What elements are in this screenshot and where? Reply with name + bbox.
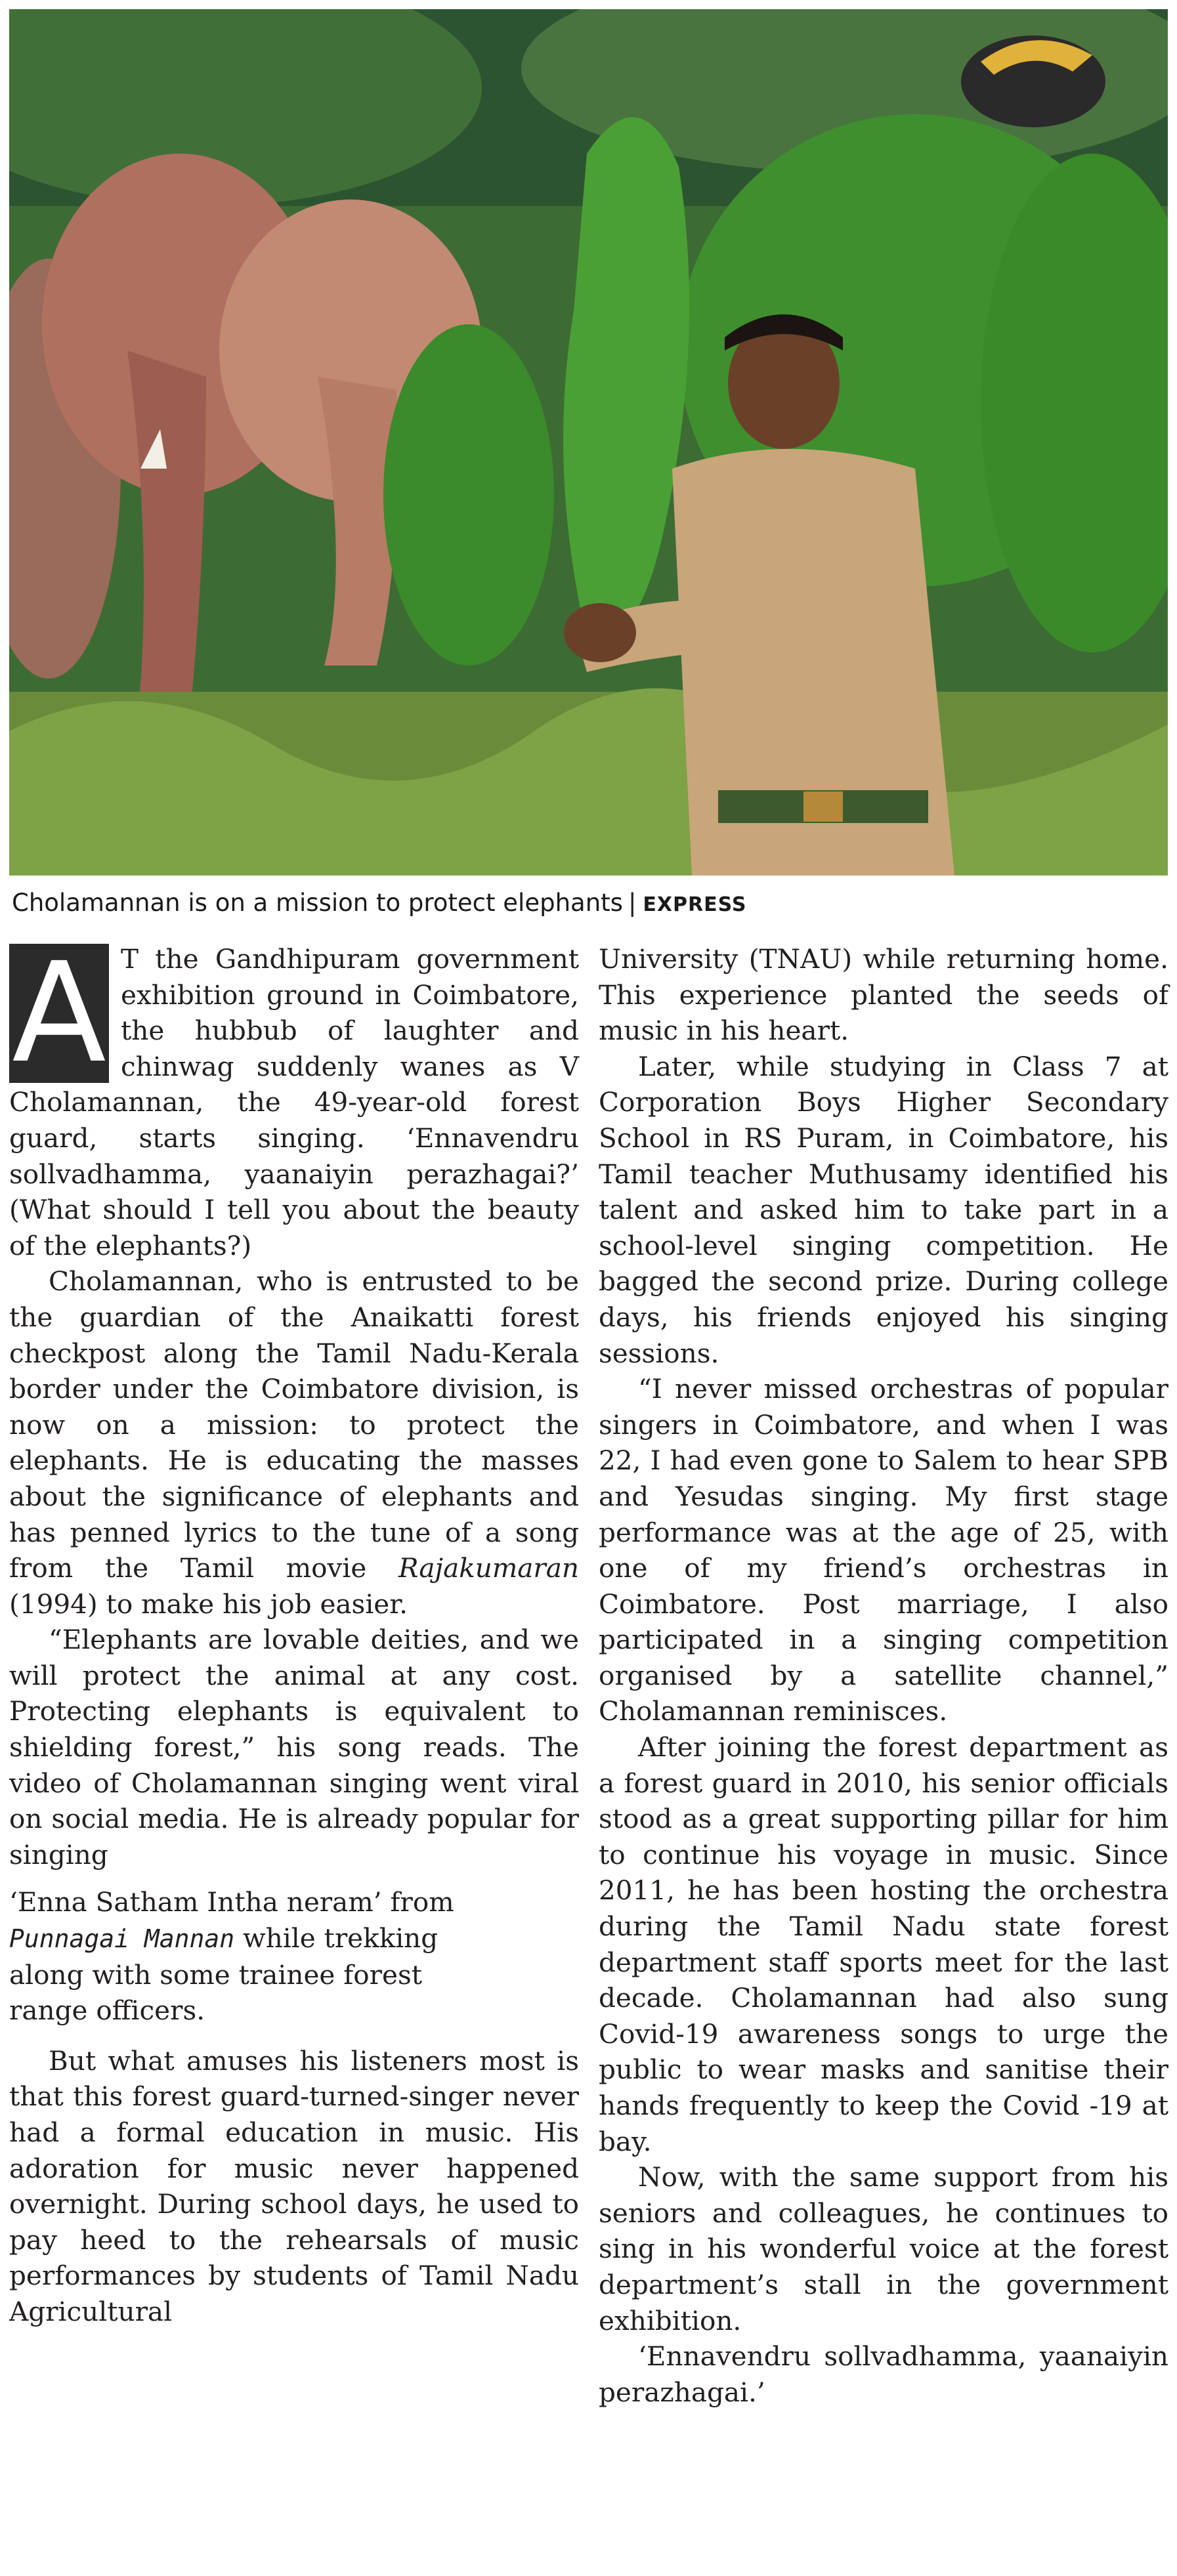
- article-paragraph-8: Now, with the same support from his seniors and colleagues, he continues to sing in his wonderful voice at the forest department’s stall in the government exhibition.: [599, 2161, 1168, 2336]
- article-photo: [9, 9, 1168, 876]
- article-paragraph-1: A T the Gandhipuram government exhibition ground in Coimbatore, the hubbub of laughter and chinwag suddenly wanes as V Cholamannan, the 49-year-old forest guard, starts singing. ‘Ennavendru sollvadhamma, yaanaiyin perazhagai?’ (What should I tell you about the beauty of the elephants?): [9, 933, 579, 1261]
- article-paragraph-3: “Elephants are lovable deities, and we will protect the animal at any cost. Protecting elephants is equivalent to shielding forest,” his song reads. The video of Cholamannan singing went viral on social media. He is already popular for singing: [9, 1624, 579, 1870]
- article-paragraph-9: ‘Ennavendru sollvadhamma, yaanaiyin perazhagai.’: [599, 2340, 1168, 2408]
- article-paragraph-4: But what amuses his listeners most is that this forest guard-turned-singer never had a formal education in music. His adoration for music never happened overnight. During school days, he used to pay heed to the rehearsals of music performances by students of Tamil Nadu Agricultural: [9, 2044, 579, 2327]
- article-column-left: [9, 933, 580, 2330]
- article-paragraph-3b: ‘Enna Satham Intha neram’ from Punnagai Mannan while trekking along with some trainee forest range officers.: [9, 1886, 454, 2027]
- article-paragraph-5: Later, while studying in Class 7 at Corporation Boys Higher Secondary School in RS Puram, in Coimbatore, his Tamil teacher Muthusamy identified his talent and asked him to take part in a school-level singing competition. He bagged the second prize. During college days, his friends enjoyed his singing sessions.: [599, 1050, 1168, 1369]
- article-paragraph-4-continued: University (TNAU) while returning home. This experience planted the seeds of music in his heart.: [599, 943, 1168, 1047]
- article-paragraph-2: Cholamannan, who is entrusted to be the guardian of the Anaikatti forest checkpost along the Tamil Nadu-Kerala border under the Coimbatore division, is now on a mission: to protect the elephants. He is educating the masses about the significance of elephants and has penned lyrics to the tune of a song from the Tamil movie Rajakumaran (1994) to make his job easier.: [9, 1265, 580, 1620]
- movie-title: Punnagai Mannan: [9, 1924, 235, 1954]
- caption-separator: |: [628, 889, 637, 917]
- article-paragraph-7: After joining the forest department as a forest guard in 2010, his senior officials stood as a great supporting pillar for him to continue his voyage in music. Since 2011, he has been hosting the orchestra during the Tamil Nadu state forest department staff sports meet for the last decade. Cholamannan had also sung Covid-19 awareness songs to urge the public to wear masks and sanitise their hands frequently to keep the Covid -19 at bay.: [599, 1731, 1168, 2157]
- article-paragraph-6: “I never missed orchestras of popular singers in Coimbatore, and when I was 22, I had even gone to Salem to hear SPB and Yesudas singing. My first stage performance was at the age of 25, with one of my friend’s orchestras in Coimbatore. Post marriage, I also participated in a singing competition organised by a satellite channel,” Cholamannan reminisces.: [599, 1373, 1168, 1727]
- photo-caption: [12, 887, 1167, 921]
- movie-title: Rajakumaran: [398, 1552, 580, 1584]
- drop-cap: A: [9, 944, 109, 1083]
- photo-credit: EXPRESS: [643, 893, 747, 916]
- article-column-right: [599, 941, 1168, 2410]
- caption-text: Cholamannan is on a mission to protect elephants: [12, 889, 623, 917]
- elephant-topiary-photo-icon: [9, 9, 1168, 876]
